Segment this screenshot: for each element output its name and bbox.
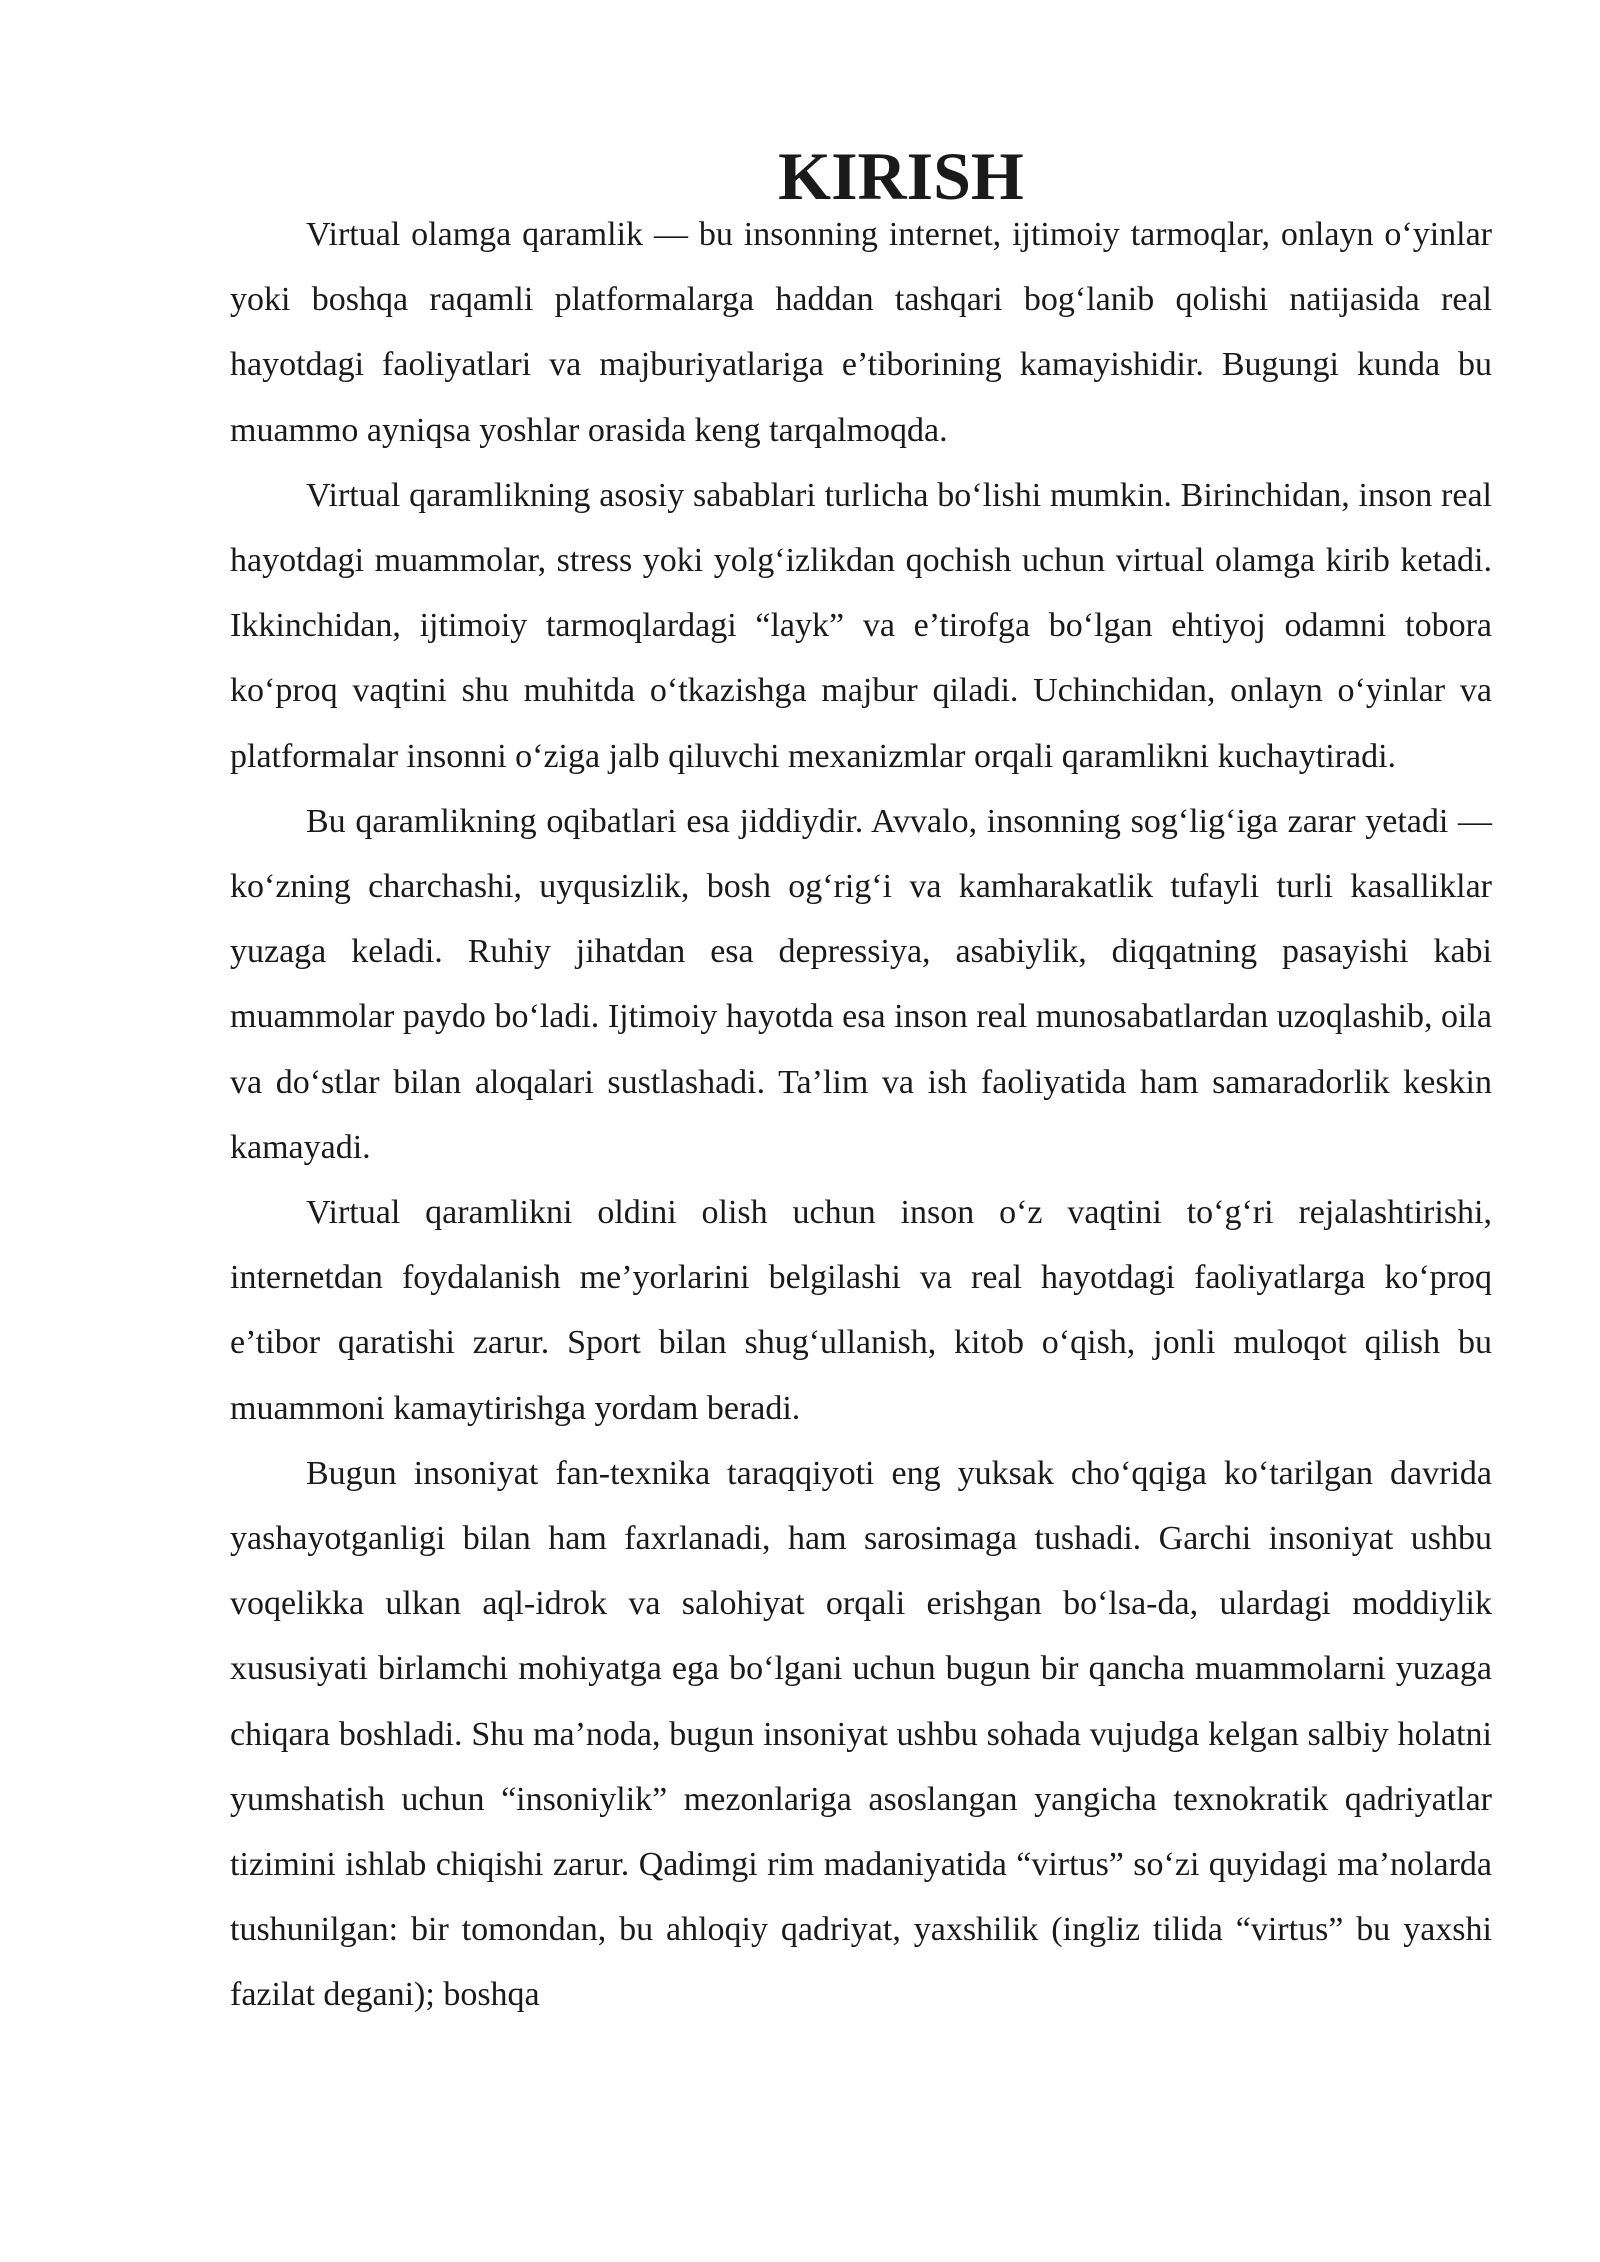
paragraph-4: Virtual qaramlikni oldini olish uchun inson o‘z vaqtini to‘g‘ri rejalashtirishi, internetdan foydalanish me’yorlarini belgilashi va real hayotdagi faoliyatlarga ko‘proq e’tibor qaratishi zarur. Sport bilan shug‘ullanish, kitob o‘qish, jonli muloqot qilish bu muammoni kamaytirishga yordam beradi. (230, 1194, 1492, 1427)
paragraph-1: Virtual olamga qaramlik — bu insonning internet, ijtimoiy tarmoqlar, onlayn o‘yinlar yoki boshqa raqamli platformalarga haddan tashqari bog‘lanib qolishi natijasida real hayotdagi faoliyatlari va majburiyatlariga e’tiborining kamayishidir. Bugungi kunda bu muammo ayniqsa yoshlar orasida keng tarqalmoqda. (230, 216, 1492, 449)
paragraph-3: Bu qaramlikning oqibatlari esa jiddiydir. Avvalo, insonning sog‘lig‘iga zarar yetadi — ko‘zning charchashi, uyqusizlik, bosh og‘rig‘i va kamharakatlik tufayli turli kasalliklar yuzaga keladi. Ruhiy jihatdan esa depressiya, asabiylik, diqqatning pasayishi kabi muammolar paydo bo‘ladi. Ijtimoiy hayotda esa inson real munosabatlardan uzoqlashib, oila va do‘stlar bilan aloqalari sustlashadi. Ta’lim va ish faoliyatida ham samaradorlik keskin kamayadi. (230, 802, 1492, 1166)
paragraph-5: Bugun insoniyat fan-texnika taraqqiyoti eng yuksak cho‘qqiga ko‘tarilgan davrida yashayotganligi bilan ham faxrlanadi, ham sarosimaga tushadi. Garchi insoniyat ushbu voqelikka ulkan aql-idrok va salohiyat orqali erishgan bo‘lsa-da, ulardagi moddiylik xususiyati birlamchi mohiyatga ega bo‘lgani uchun bugun bir qancha muammolarni yuzaga chiqara boshladi. Shu ma’noda, bugun insoniyat ushbu sohada vujudga kelgan salbiy holatni yumshatish uchun “insoniylik” mezonlariga asoslangan yangicha texnokratik qadriyatlar tizimini ishlab chiqishi zarur. Qadimgi rim madaniyatida “virtus” so‘zi quyidagi ma’nolarda tushunilgan: bir tomondan, bu ahloqiy qadriyat, yaxshilik (ingliz tilida “virtus” bu yaxshi fazilat degani); boshqa (230, 1454, 1492, 2014)
paragraph-2: Virtual qaramlikning asosiy sabablari turlicha bo‘lishi mumkin. Birinchidan, inson real hayotdagi muammolar, stress yoki yolg‘izlikdan qochish uchun virtual olamga kirib ketadi. Ikkinchidan, ijtimoiy tarmoqlardagi “layk” va e’tirofga bo‘lgan ehtiyoj odamni tobora ko‘proq vaqtini shu muhitda o‘tkazishga majbur qiladi. Uchinchidan, onlayn o‘yinlar va platformalar insonni o‘ziga jalb qiluvchi mexanizmlar orqali qaramlikni kuchaytiradi. (230, 476, 1492, 775)
document-page (230, 138, 1492, 2028)
page-title: KIRISH (778, 138, 1024, 214)
